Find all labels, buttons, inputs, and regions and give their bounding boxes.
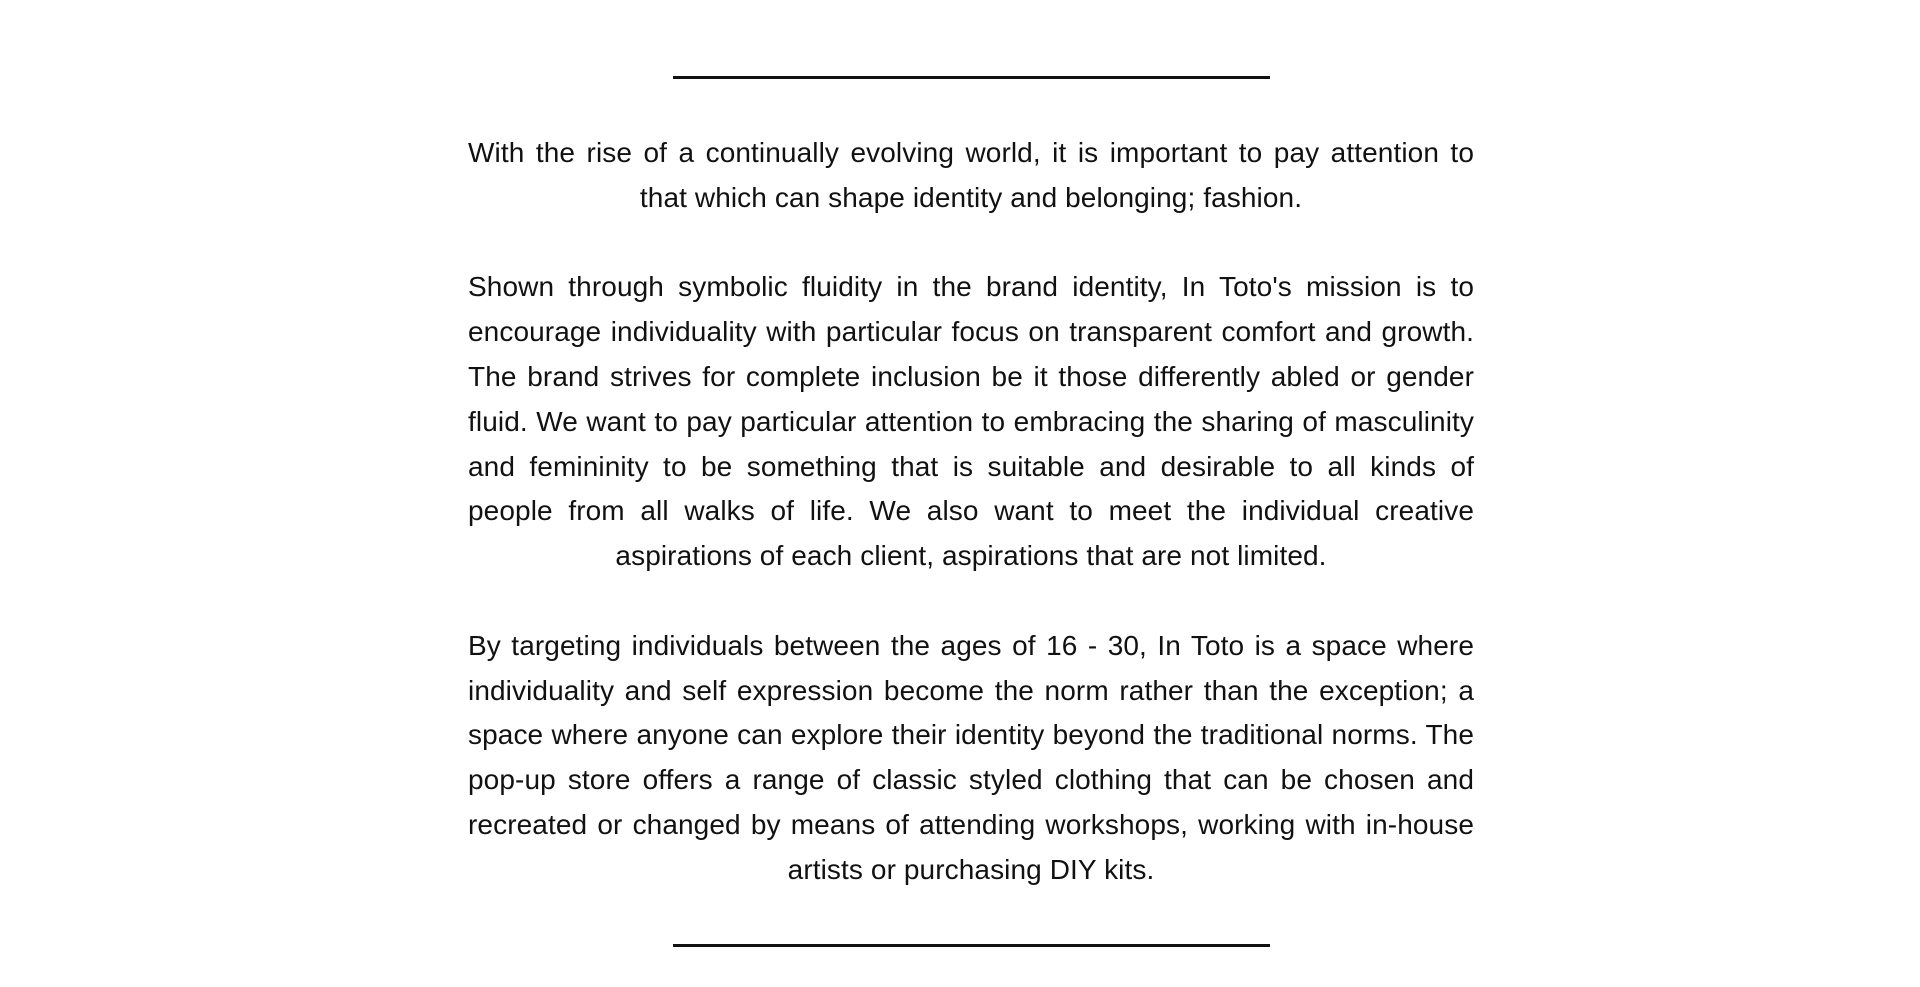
intro-paragraph: With the rise of a continually evolving world, it is important to pay attention to that which can shape identity and belonging; fashion. [468,137,1474,213]
top-divider [673,76,1270,79]
mission-text-block [468,131,1474,893]
mission-paragraph: Shown through symbolic fluidity in the brand identity, In Toto's mission is to encourage individuality with particular focus on transparent comfort and growth. The brand strives for complete inclusion be it those differently abled or gender fluid. We want to pay particular attention to embracing the sharing of masculinity and femininity to be something that is suitable and desirable to all kinds of people from all walks of life. We also want to meet the individual creative aspirations of each client, aspirations that are not limited. [468,271,1474,572]
bottom-divider [673,944,1270,947]
audience-paragraph: By targeting individuals between the ages of 16 - 30, In Toto is a space where individuality and self expression become the norm rather than the exception; a space where anyone can explore their identity beyond the traditional norms. The pop-up store offers a range of classic styled clothing that can be chosen and recreated or changed by means of attending workshops, working with in-house artists or purchasing DIY kits. [468,629,1474,885]
